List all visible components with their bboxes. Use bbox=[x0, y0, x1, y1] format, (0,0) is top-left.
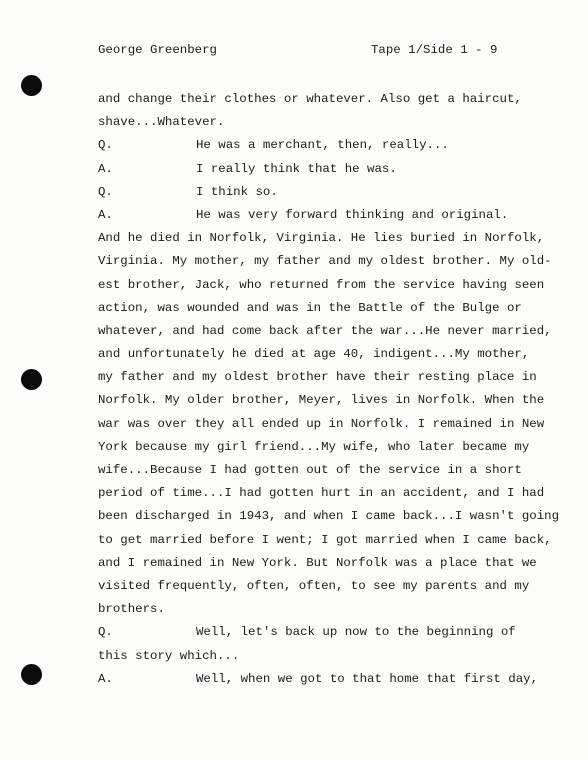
line-text: Well, when we got to that home that first day, bbox=[196, 671, 539, 686]
transcript-line bbox=[98, 482, 548, 505]
transcript-line bbox=[98, 111, 548, 134]
speaker-label: Q. bbox=[98, 184, 113, 199]
speaker-label: A. bbox=[98, 207, 113, 222]
speaker-label: A. bbox=[98, 671, 113, 686]
line-text: to get married before I went; I got married when I came back, bbox=[98, 532, 552, 547]
line-text: shave...Whatever. bbox=[98, 115, 225, 130]
transcript-line bbox=[98, 645, 548, 668]
transcript-line bbox=[98, 413, 548, 436]
transcript-line bbox=[98, 320, 552, 343]
line-text: Well, let's back up now to the beginning of bbox=[196, 625, 516, 640]
line-text: and change their clothes or whatever. Also get a haircut, bbox=[98, 92, 522, 106]
punch-hole-middle bbox=[21, 369, 42, 390]
line-text: Norfolk. My older brother, Meyer, lives in Norfolk. When the bbox=[98, 393, 545, 408]
line-text: been discharged in 1943, and when I came back...I wasn't going bbox=[98, 509, 560, 524]
transcript-line bbox=[98, 552, 548, 575]
transcript-line bbox=[98, 459, 548, 482]
transcript-line bbox=[98, 204, 548, 227]
line-text: He was very forward thinking and original. bbox=[196, 207, 509, 222]
transcript-line bbox=[98, 366, 548, 389]
transcript-line bbox=[98, 668, 548, 691]
transcript-line bbox=[98, 575, 548, 598]
transcript-line bbox=[98, 598, 548, 621]
line-text: war was over they all ended up in Norfolk. I remained in New bbox=[98, 416, 545, 431]
line-text: and unfortunately he died at age 40, indigent...My mother, bbox=[98, 347, 530, 362]
line-text: I think so. bbox=[196, 184, 278, 199]
transcript-line bbox=[98, 297, 548, 320]
line-text: brothers. bbox=[98, 602, 165, 617]
line-text: And he died in Norfolk, Virginia. He lies buried in Norfolk, bbox=[98, 231, 545, 246]
line-text: visited frequently, often, often, to see my parents and my bbox=[98, 578, 530, 593]
line-text: period of time...I had gotten hurt in an accident, and I had bbox=[98, 486, 545, 501]
line-text: this story which... bbox=[98, 648, 240, 663]
line-text: action, was wounded and was in the Battle of the Bulge or bbox=[98, 300, 522, 315]
line-text: I really think that he was. bbox=[196, 161, 397, 176]
header-tape: Tape 1/Side 1 - 9 bbox=[371, 43, 498, 57]
speaker-label: A. bbox=[98, 161, 113, 176]
transcript-line bbox=[98, 181, 548, 204]
punch-hole-top bbox=[21, 75, 42, 96]
line-text: whatever, and had come back after the war...He never married, bbox=[98, 323, 552, 338]
transcript-line bbox=[98, 529, 552, 552]
transcript-body bbox=[98, 88, 560, 691]
line-text: York because my girl friend...My wife, who later became my bbox=[98, 439, 530, 454]
transcript-line bbox=[98, 274, 548, 297]
line-text: wife...Because I had gotten out of the service in a short bbox=[98, 463, 522, 477]
line-text: and I remained in New York. But Norfolk was a place that we bbox=[98, 555, 537, 570]
speaker-label: Q. bbox=[98, 138, 113, 153]
transcript-line bbox=[98, 343, 548, 366]
transcript-line bbox=[98, 436, 548, 459]
transcript-line bbox=[98, 158, 548, 181]
line-text: my father and my oldest brother have their resting place in bbox=[98, 370, 537, 385]
line-text: Virginia. My mother, my father and my oldest brother. My old- bbox=[98, 254, 552, 269]
punch-hole-bottom bbox=[21, 664, 42, 685]
line-text: He was a merchant, then, really... bbox=[196, 138, 449, 153]
transcript-line bbox=[98, 621, 548, 644]
transcript-line bbox=[98, 389, 548, 412]
transcript-line bbox=[98, 250, 552, 273]
transcript-line bbox=[98, 227, 548, 250]
speaker-label: Q. bbox=[98, 625, 113, 640]
transcript-line bbox=[98, 88, 548, 111]
transcript-line bbox=[98, 505, 560, 528]
line-text: est brother, Jack, who returned from the service having seen bbox=[98, 277, 545, 292]
header-name: George Greenberg bbox=[98, 43, 217, 57]
transcript-line bbox=[98, 134, 548, 157]
